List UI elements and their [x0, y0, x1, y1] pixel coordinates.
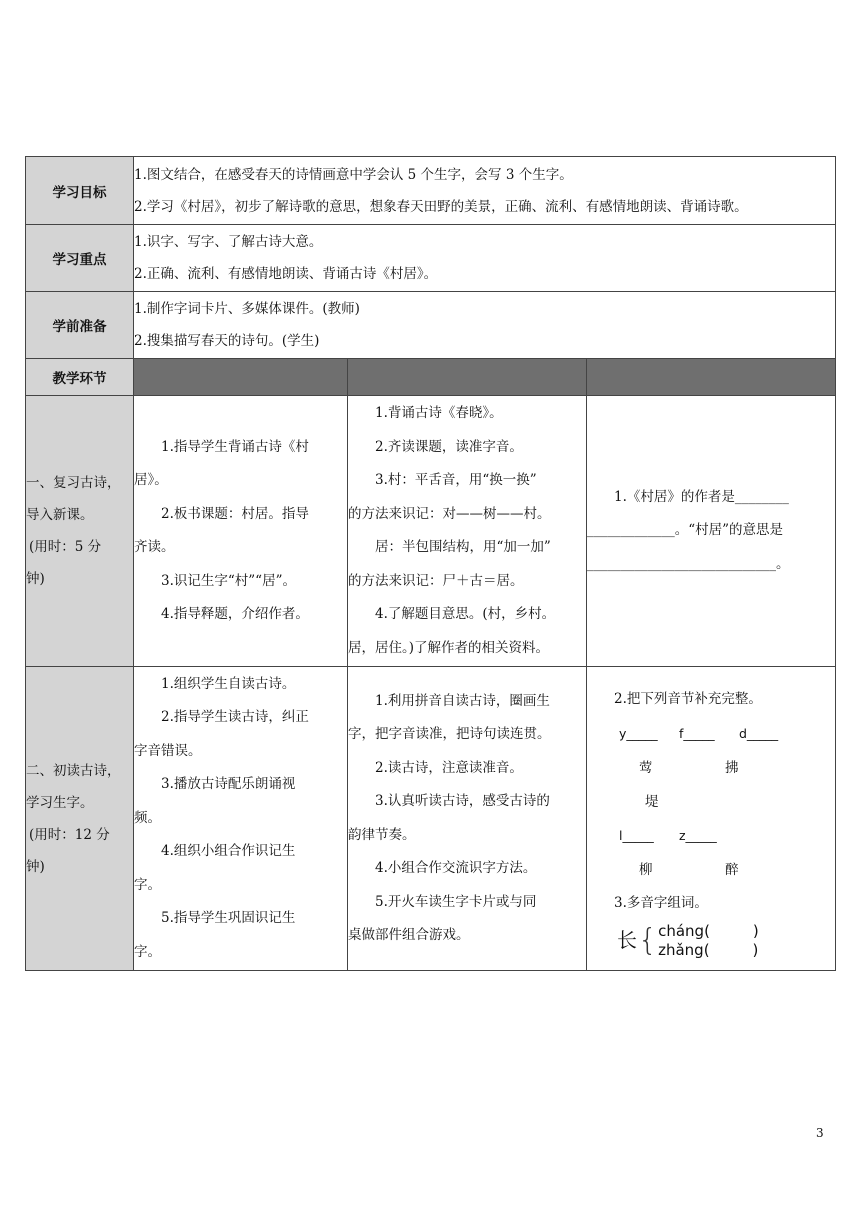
practice-line: ____________________________。 [587, 555, 790, 572]
pinyin-row [587, 819, 835, 853]
focus-label: 学习重点 [26, 225, 134, 292]
reading-blank: cháng( ) [658, 922, 759, 940]
practice-line: _____________。“村居”的意思是 [587, 522, 784, 539]
stage-title-line: 钟) [26, 571, 45, 587]
prep-item: 2.搜集描写春天的诗句。(学生) [134, 333, 320, 349]
brace-icon: { [638, 923, 658, 958]
stage1-student [348, 396, 587, 667]
char-row [587, 853, 835, 887]
stage2-practice [587, 667, 836, 971]
stage2-student [348, 667, 587, 971]
reading-blank: zhǎng( ) [658, 941, 759, 959]
teacher-line: 频。 [134, 809, 161, 826]
teacher-line: 1.组织学生自读古诗。 [161, 675, 296, 692]
teacher-line: 3.识记生字“村”“居”。 [161, 572, 296, 589]
stage-title-line: (用时：12 分 [29, 826, 110, 843]
teacher-line: 4.组织小组合作识记生 [161, 843, 296, 860]
practice-line: 1.《村居》的作者是________ [614, 488, 789, 505]
teacher-line: 居》。 [134, 472, 168, 488]
student-line: 1.背诵古诗《春晓》。 [375, 405, 503, 421]
focus-content [134, 225, 836, 292]
hanzi: 柳 [639, 861, 653, 878]
process-header-row [26, 359, 836, 396]
char-row [587, 751, 835, 819]
student-line: 居，居住。)了解作者的相关资料。 [348, 639, 550, 656]
stage-title-line: 二、初读古诗， [26, 762, 121, 779]
hanzi: 醉 [725, 861, 739, 878]
student-line: 4.了解题目意思。(村，乡村。 [375, 606, 556, 622]
teacher-line: 5.指导学生巩固识记生 [161, 910, 296, 927]
focus-item: 1.识字、写字、了解古诗大意。 [134, 234, 323, 250]
section-header-cell [587, 359, 836, 396]
teacher-line: 2.指导学生读古诗，纠正 [161, 709, 309, 726]
pinyin-blank: f_____ [679, 725, 715, 741]
section-header-cell [348, 359, 587, 396]
prep-content [134, 292, 836, 359]
prep-label: 学前准备 [26, 292, 134, 359]
student-line: 5.开火车读生字卡片或与同 [375, 893, 537, 910]
pinyin-blank: z_____ [679, 827, 717, 843]
student-line: 2.读古诗，注意读准音。 [375, 759, 523, 776]
pinyin-row [587, 717, 835, 751]
stage2-teacher [134, 667, 348, 971]
student-line: 1.利用拼音自读古诗，圈画生 [375, 692, 550, 709]
teacher-line: 字音错误。 [134, 742, 202, 759]
polyphone-char: 长 [617, 928, 637, 953]
stage1-teacher [134, 396, 348, 667]
stage1-row [26, 396, 836, 667]
hanzi: 莺 [639, 759, 653, 776]
practice-question: 2.把下列音节补充完整。 [614, 691, 762, 707]
stage1-practice [587, 396, 836, 667]
goal-item: 2.学习《村居》，初步了解诗歌的意思，想象春天田野的美景，正确、流利、有感情地朗读、背诵诗歌。 [134, 198, 748, 215]
page-number: 3 [816, 1126, 824, 1140]
goals-row [26, 157, 836, 225]
teacher-line: 4.指导释题，介绍作者。 [161, 606, 309, 622]
stage-title-line: 钟) [26, 858, 45, 875]
teacher-line: 1.指导学生背诵古诗《村 [161, 438, 309, 455]
hanzi: 堤 [645, 793, 659, 810]
student-line: 字，把字音读准，把诗句读连贯。 [348, 726, 551, 742]
polyphone-readings [658, 922, 759, 960]
stage2-row [26, 667, 836, 971]
teacher-line: 字。 [134, 876, 161, 893]
student-line: 3.认真听读古诗，感受古诗的 [375, 793, 550, 809]
stage2-title [26, 667, 134, 971]
prep-item: 1.制作字词卡片、多媒体课件。(教师) [134, 301, 360, 317]
lesson-plan-table [25, 156, 836, 971]
stage1-title [26, 396, 134, 667]
focus-row [26, 225, 836, 292]
teacher-line: 字。 [134, 943, 161, 960]
teacher-line: 2.板书课题：村居。指导 [161, 505, 309, 522]
student-line: 3.村：平舌音，用“换一换” [375, 472, 537, 488]
hanzi: 拂 [725, 759, 739, 776]
prep-row [26, 292, 836, 359]
student-line: 桌做部件组合游戏。 [348, 927, 470, 943]
student-line: 4.小组合作交流识字方法。 [375, 860, 537, 876]
goals-content [134, 157, 836, 225]
stage-title-line: 学习生字。 [26, 794, 94, 811]
stage-title-line: (用时：5 分 [29, 539, 102, 555]
student-line: 韵律节奏。 [348, 826, 416, 843]
focus-item: 2.正确、流利、有感情地朗读、背诵古诗《村居》。 [134, 266, 438, 282]
teacher-line: 3.播放古诗配乐朗诵视 [161, 776, 296, 793]
goal-item: 1.图文结合，在感受春天的诗情画意中学会认 5 个生字，会写 3 个生字。 [134, 166, 573, 183]
student-line: 居：半包围结构，用“加一加” [375, 539, 551, 555]
student-line: 的方法来识记：对——树——村。 [348, 505, 551, 522]
pinyin-blank: y_____ [619, 725, 658, 741]
stage-title-line: 一、复习古诗， [26, 475, 121, 491]
section-header-cell [134, 359, 348, 396]
polyphone-group [617, 922, 835, 960]
student-line: 2.齐读课题，读准字音。 [375, 438, 523, 455]
pinyin-blank: d_____ [739, 725, 779, 741]
process-label: 教学环节 [26, 359, 134, 396]
stage-title-line: 导入新课。 [26, 507, 94, 523]
goals-label: 学习目标 [26, 157, 134, 225]
teacher-line: 齐读。 [134, 539, 175, 555]
pinyin-blank: l_____ [619, 827, 654, 843]
practice-question: 3.多音字组词。 [614, 894, 708, 911]
student-line: 的方法来识记：尸＋古＝居。 [348, 572, 524, 589]
